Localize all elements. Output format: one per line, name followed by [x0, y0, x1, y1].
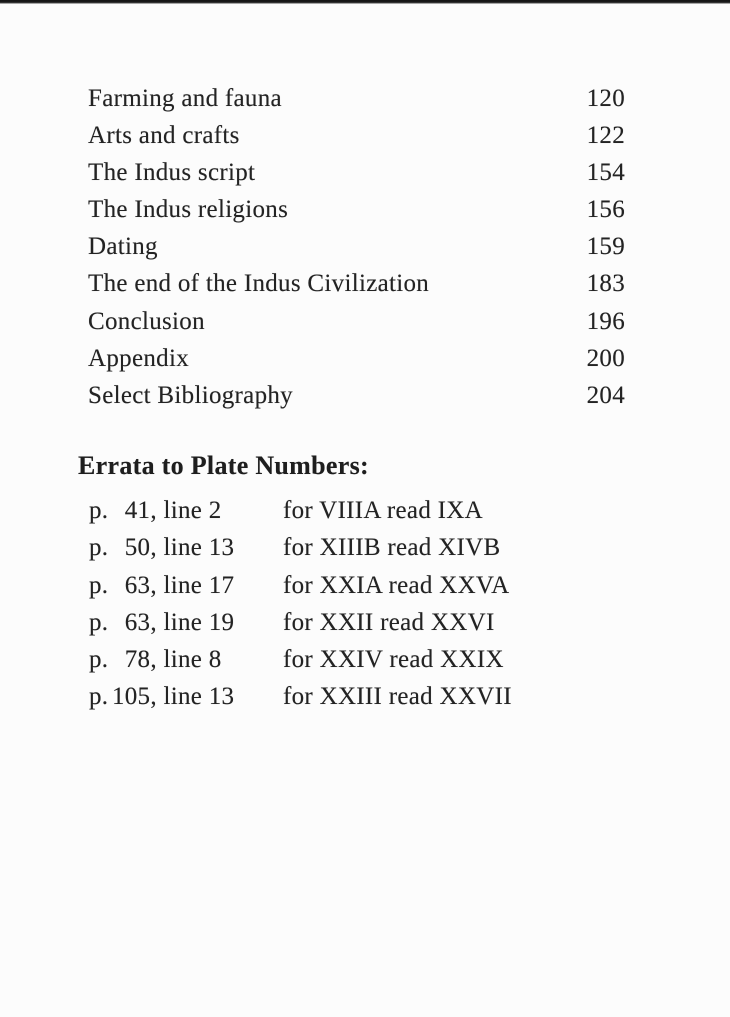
- toc-entry-page: 200: [586, 344, 625, 372]
- errata-correction: for XXIA read XXVA: [283, 571, 510, 599]
- toc-row: [88, 117, 625, 154]
- errata-page-ref: [89, 604, 283, 641]
- toc-entry-page: 156: [586, 196, 625, 224]
- errata-correction: for XXIII read XXVII: [283, 683, 512, 711]
- errata-line-ref: , line 8: [150, 646, 222, 674]
- errata-row: [89, 529, 512, 566]
- errata-correction: for XXIV read XXIX: [283, 646, 504, 674]
- errata-list: [89, 492, 512, 716]
- toc-entry-page: 120: [586, 85, 625, 112]
- errata-page-ref: [89, 529, 283, 566]
- toc-entry-label: Conclusion: [88, 307, 205, 335]
- errata-page-number: 63: [124, 608, 151, 636]
- errata-row: [89, 567, 512, 604]
- errata-page-ref: [89, 492, 283, 529]
- errata-prefix: p.: [89, 497, 109, 524]
- toc-row: [88, 154, 625, 191]
- errata-row: [89, 678, 512, 715]
- errata-prefix: p.: [89, 683, 109, 711]
- errata-page-number: 63: [124, 571, 151, 599]
- toc-entry-page: 204: [586, 381, 625, 409]
- errata-prefix: p.: [89, 534, 109, 562]
- errata-page-ref: [89, 641, 283, 678]
- toc-entry-label: The Indus script: [88, 159, 256, 187]
- toc-entry-page: 159: [586, 233, 625, 261]
- errata-page-number: 78: [124, 646, 151, 674]
- toc-row: [88, 340, 625, 377]
- errata-line-ref: , line 2: [150, 497, 222, 524]
- errata-row: [89, 641, 512, 678]
- errata-page-number: 41: [124, 497, 151, 524]
- errata-correction: for VIIIA read IXA: [283, 497, 484, 524]
- errata-line-ref: , line 19: [150, 608, 235, 636]
- errata-line-ref: , line 17: [150, 571, 235, 599]
- toc-entry-label: Appendix: [88, 344, 189, 372]
- errata-correction: for XXII read XXVI: [283, 608, 495, 636]
- toc-entry-label: Select Bibliography: [88, 381, 293, 409]
- errata-page-ref: [89, 678, 283, 715]
- toc-entry-label: The end of the Indus Civilization: [88, 270, 430, 298]
- toc-row: [88, 191, 625, 228]
- toc-row: [88, 265, 625, 302]
- toc-row: [88, 303, 625, 340]
- toc-entry-label: The Indus religions: [88, 196, 289, 224]
- errata-page-ref: [89, 567, 283, 604]
- toc-entry-label: Dating: [88, 233, 158, 261]
- table-of-contents: [88, 80, 625, 414]
- errata-row: [89, 604, 512, 641]
- toc-row: [88, 228, 625, 265]
- errata-page-number: 105: [111, 683, 151, 711]
- toc-entry-page: 183: [586, 270, 625, 298]
- errata-line-ref: , line 13: [150, 683, 235, 711]
- errata-prefix: p.: [89, 646, 109, 674]
- errata-prefix: p.: [89, 608, 109, 636]
- top-scan-edge-line: [0, 0, 730, 4]
- toc-entry-page: 122: [586, 122, 625, 150]
- errata-correction: for XIIIB read XIVB: [283, 534, 501, 562]
- toc-row: [88, 80, 625, 117]
- toc-entry-label: Arts and crafts: [88, 122, 240, 150]
- errata-row: [89, 492, 512, 529]
- errata-page-number: 50: [124, 534, 151, 562]
- toc-entry-page: 196: [586, 307, 625, 335]
- toc-row: [88, 377, 625, 414]
- toc-entry-label: Farming and fauna: [88, 85, 282, 112]
- errata-line-ref: , line 13: [150, 534, 235, 562]
- errata-heading: Errata to Plate Numbers:: [78, 451, 369, 480]
- errata-prefix: p.: [89, 571, 109, 599]
- toc-entry-page: 154: [586, 159, 625, 187]
